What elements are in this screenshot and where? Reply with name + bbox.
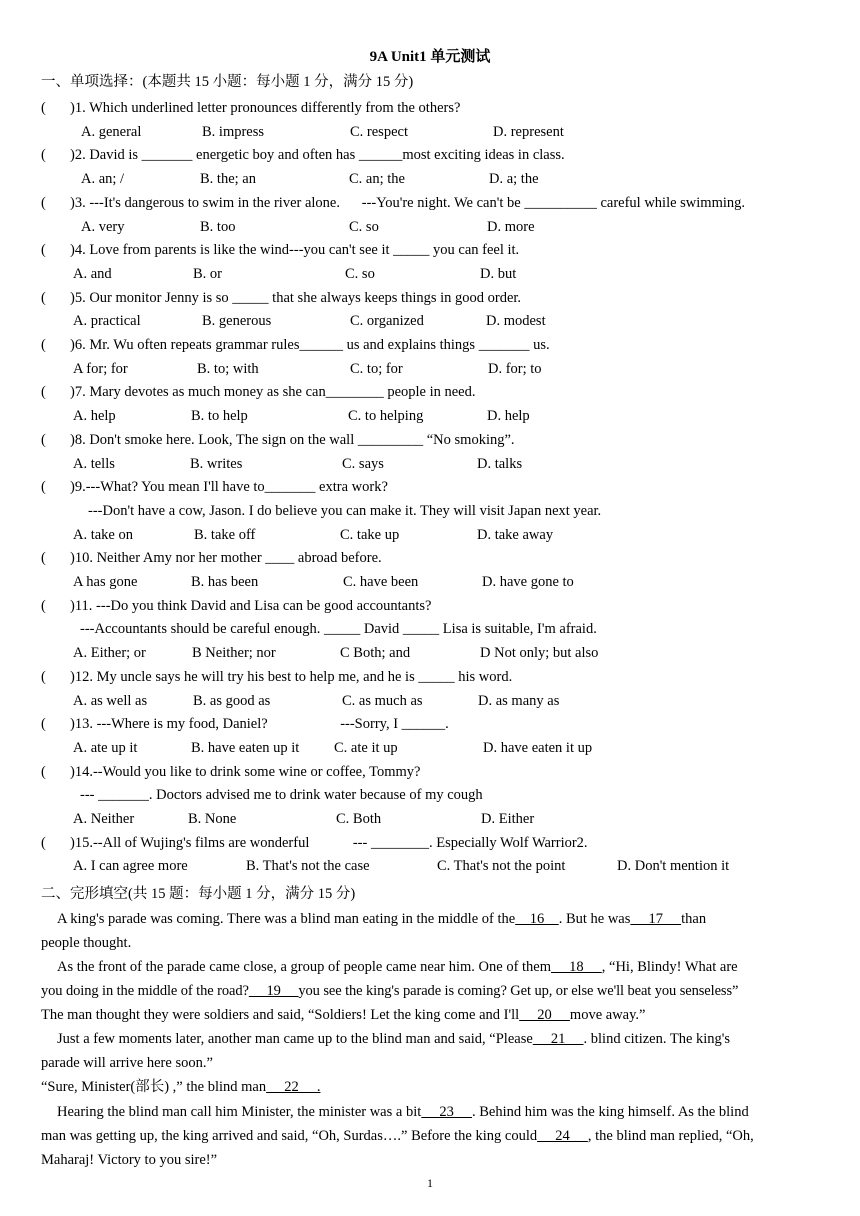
question-stem-continued: ---Don't have a cow, Jason. I do believe you can make it. They will visit Japan next year.	[88, 502, 602, 519]
option-c: C. ate it up	[334, 739, 398, 756]
blank-21: 21	[532, 1031, 584, 1047]
question-2	[41, 145, 565, 165]
option-c: C. so	[349, 218, 379, 235]
answer-paren: (	[41, 479, 46, 496]
answer-paren: (	[41, 716, 46, 733]
option-c: C. That's not the point	[437, 858, 566, 875]
question-1	[41, 98, 460, 118]
question-stem: )9.---What? You mean I'll have to_______ extra work?	[70, 479, 388, 496]
passage-line: As the front of the parade came close, a group of people came near him. One of them 18 , “Hi, Blindy! What are	[57, 959, 738, 975]
option-c: C Both; and	[340, 645, 411, 662]
question-12	[41, 667, 512, 687]
option-a: A. an; /	[81, 171, 125, 188]
question-stem: )14.--Would you like to drink some wine or coffee, Tommy?	[70, 763, 421, 780]
option-d: D. a; the	[489, 171, 539, 188]
option-b: B. have eaten up it	[191, 739, 300, 756]
question-stem: )6. Mr. Wu often repeats grammar rules______ us and explains things _______ us.	[70, 337, 550, 353]
option-b: B. as good as	[193, 692, 271, 709]
option-c: C. respect	[350, 123, 408, 140]
option-b: B. to help	[191, 408, 248, 425]
option-d: D. but	[480, 265, 517, 282]
option-d: D. help	[487, 408, 530, 425]
passage-line: man was getting up, the king arrived and said, “Oh, Surdas….” Before the king could 24 , the blind man replied, “Oh,	[41, 1128, 754, 1144]
blank-18: 18	[551, 959, 602, 975]
answer-paren: (	[41, 834, 46, 851]
option-d: D. as many as	[478, 692, 560, 709]
option-b: B. has been	[191, 574, 259, 590]
answer-paren: (	[41, 550, 46, 567]
question-6	[41, 335, 550, 355]
option-d: D. take away	[477, 526, 554, 543]
option-a: A. practical	[73, 313, 141, 330]
blank-19: 19	[248, 983, 299, 999]
passage-line: “Sure, Minister(部长) ,” the blind man 22 .	[41, 1079, 321, 1095]
option-c: C. to; for	[350, 360, 403, 377]
option-d: D. Don't mention it	[617, 858, 730, 875]
option-b: B. None	[188, 811, 237, 827]
question-13	[41, 714, 449, 734]
option-a: A. take on	[73, 526, 133, 543]
answer-paren: (	[41, 100, 46, 116]
option-a: A. general	[81, 123, 142, 140]
question-stem: )13. ---Where is my food, Daniel? ---Sorry, I ______.	[70, 716, 449, 733]
question-15	[41, 833, 588, 853]
option-d: D. more	[487, 218, 535, 235]
option-a: A. ate up it	[73, 739, 138, 756]
answer-paren: (	[41, 431, 46, 448]
question-stem: )2. David is _______ energetic boy and often has ______most exciting ideas in class.	[70, 147, 565, 164]
option-a: A. I can agree more	[73, 858, 188, 875]
blank-22: 22 .	[266, 1079, 321, 1095]
question-8	[41, 430, 515, 450]
option-b: B. writes	[190, 455, 243, 472]
answer-paren: (	[41, 242, 46, 259]
option-c: C. have been	[343, 574, 419, 590]
option-a: A. as well as	[73, 692, 148, 709]
answer-paren: (	[41, 337, 46, 353]
option-c: C. an; the	[349, 171, 405, 188]
option-d: D. represent	[493, 123, 564, 140]
page-number: 1	[427, 1176, 433, 1190]
section-2-heading: 二、完形填空(共 15 题：每小题 1 分，满分 15 分)	[41, 886, 356, 902]
option-d: D. Either	[481, 811, 535, 827]
question-stem: )15.--All of Wujing's films are wonderful --- ________. Especially Wolf Warrior2.	[70, 834, 588, 851]
option-b: B. the; an	[200, 171, 256, 188]
passage-line: people thought.	[41, 935, 132, 951]
passage-line: Hearing the blind man call him Minister, the minister was a bit 23 . Behind him was the king himself. As the blind	[57, 1104, 749, 1120]
option-a: A. very	[81, 218, 125, 235]
passage-line: Maharaj! Victory to you sire!”	[41, 1152, 218, 1168]
answer-paren: (	[41, 597, 46, 614]
option-a: A. Neither	[73, 811, 135, 827]
option-a: A. help	[73, 408, 116, 425]
question-4	[41, 240, 519, 260]
option-a: A has gone	[73, 574, 138, 590]
blank-16: 16	[515, 911, 559, 927]
option-c: C. take up	[340, 526, 400, 543]
option-c: C. says	[342, 455, 384, 472]
option-b: B. generous	[202, 313, 272, 330]
option-c: C. Both	[336, 811, 382, 827]
option-d: D. have eaten it up	[483, 739, 593, 756]
blank-24: 24	[537, 1128, 588, 1144]
page-title: 9A Unit1 单元测试	[369, 49, 491, 65]
option-b: B. That's not the case	[246, 858, 370, 875]
option-b: B. too	[200, 218, 236, 235]
passage-line: The man thought they were soldiers and said, “Soldiers! Let the king come and I'll 20 move away.”	[41, 1007, 646, 1023]
option-b: B. or	[193, 265, 222, 282]
question-stem: )1. Which underlined letter pronounces differently from the others?	[70, 100, 461, 116]
question-5	[41, 288, 521, 308]
option-c: C. as much as	[342, 692, 423, 709]
option-a: A for; for	[73, 360, 128, 377]
option-c: C. so	[345, 265, 375, 282]
answer-paren: (	[41, 668, 46, 685]
question-stem: )11. ---Do you think David and Lisa can be good accountants?	[70, 597, 432, 614]
option-b: B. to; with	[197, 360, 259, 377]
answer-paren: (	[41, 384, 46, 401]
passage-line: A king's parade was coming. There was a blind man eating in the middle of the 16 . But he was 17 than	[57, 911, 707, 927]
question-3	[41, 193, 745, 213]
answer-paren: (	[41, 289, 46, 306]
question-7	[41, 382, 476, 402]
question-stem: )5. Our monitor Jenny is so _____ that she always keeps things in good order.	[70, 289, 522, 306]
question-stem-continued: --- _______. Doctors advised me to drink water because of my cough	[80, 787, 483, 804]
section-1-heading: 一、单项选择：(本题共 15 小题：每小题 1 分，满分 15 分)	[41, 74, 414, 90]
passage-line: parade will arrive here soon.”	[41, 1055, 213, 1071]
option-c: C. organized	[350, 313, 424, 330]
option-d: D. for; to	[488, 360, 542, 377]
option-d: D. modest	[486, 313, 546, 330]
question-stem: )4. Love from parents is like the wind---you can't see it _____ you can feel it.	[70, 242, 520, 259]
question-11	[41, 596, 431, 616]
question-stem: )12. My uncle says he will try his best to help me, and he is _____ his word.	[70, 668, 513, 685]
answer-paren: (	[41, 763, 46, 780]
question-stem: )10. Neither Amy nor her mother ____ abroad before.	[70, 550, 382, 567]
option-b: B. impress	[202, 123, 265, 140]
option-a: A. tells	[73, 455, 115, 472]
question-stem-continued: ---Accountants should be careful enough. _____ David _____ Lisa is suitable, I'm afraid.	[80, 621, 597, 638]
question-stem: )8. Don't smoke here. Look, The sign on the wall _________ “No smoking”.	[70, 431, 515, 448]
question-stem: )3. ---It's dangerous to swim in the river alone. ---You're night. We can't be __________ careful while swimming.	[70, 194, 746, 211]
question-14	[41, 762, 420, 782]
question-9	[41, 477, 388, 497]
blank-23: 23	[421, 1104, 473, 1120]
answer-paren: (	[41, 147, 46, 164]
option-c: C. to helping	[348, 408, 424, 425]
option-a: A. Either; or	[73, 645, 146, 662]
blank-17: 17	[630, 911, 682, 927]
question-10	[41, 548, 382, 568]
option-d: D. have gone to	[482, 574, 574, 590]
option-d: D. talks	[477, 455, 523, 472]
passage-line: Just a few moments later, another man came up to the blind man and said, “Please 21 . blind citizen. The king's	[57, 1031, 731, 1047]
blank-20: 20	[519, 1007, 570, 1023]
option-d: D Not only; but also	[480, 645, 599, 662]
option-b: B. take off	[194, 526, 256, 543]
question-stem: )7. Mary devotes as much money as she can________ people in need.	[70, 384, 476, 401]
option-b: B Neither; nor	[192, 645, 276, 662]
passage-line: you doing in the middle of the road? 19 you see the king's parade is coming? Get up, or else we'll beat you senseless”	[41, 983, 739, 999]
answer-paren: (	[41, 194, 46, 211]
option-a: A. and	[73, 265, 112, 282]
